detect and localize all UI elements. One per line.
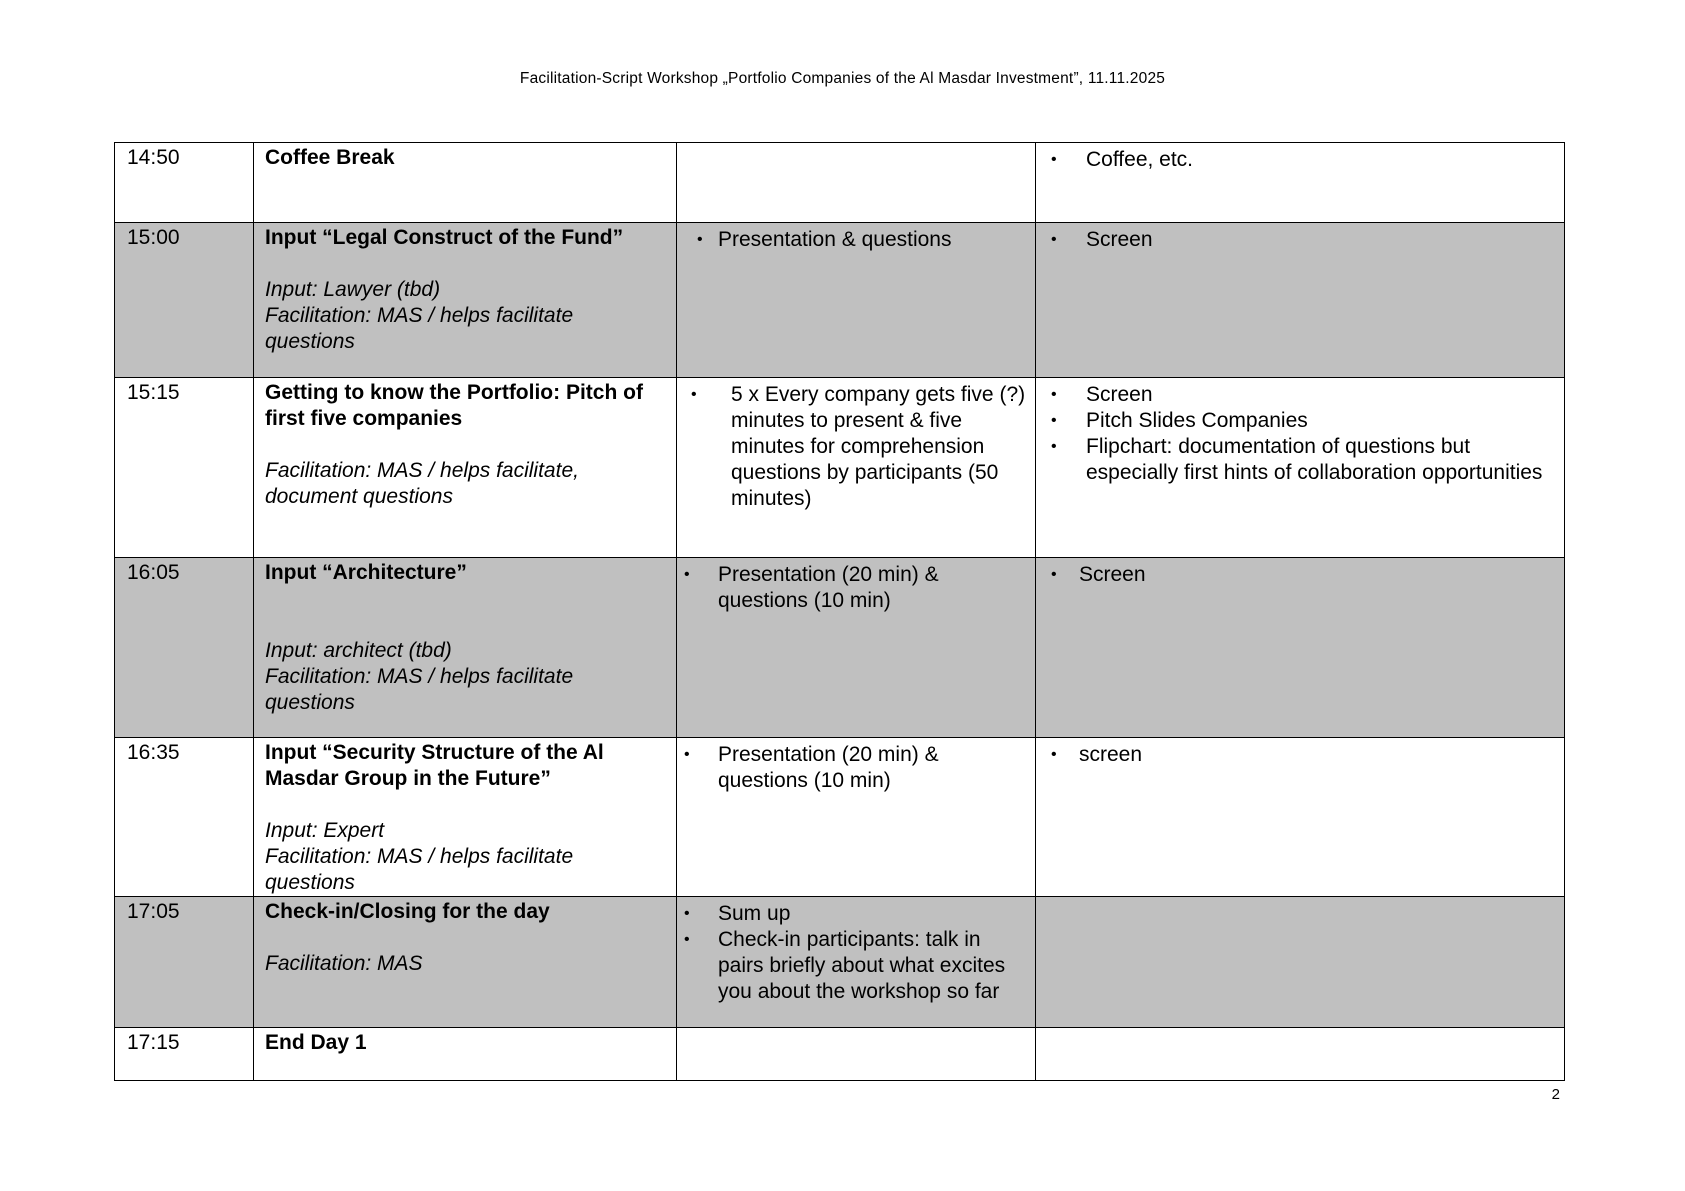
activity-title: Input “Architecture” [265, 561, 467, 584]
activity-cell [254, 378, 677, 558]
list-item: • Screen [1036, 382, 1556, 408]
activity-note: Facilitation: MAS / helps facilitate, document questions [265, 459, 579, 508]
table-row [115, 223, 1565, 378]
list-item: • Flipchart: documentation of questions but especially first hints of collaboration opportunities [1036, 434, 1556, 486]
time-label: 16:05 [127, 561, 180, 584]
method-list [677, 738, 1035, 794]
method-cell [677, 223, 1036, 378]
activity-title: Input “Legal Construct of the Fund” [265, 226, 624, 249]
activity-note: Input: architect (tbd) [265, 639, 452, 662]
materials-cell [1036, 378, 1565, 558]
activity-cell [254, 558, 677, 738]
list-item: • Coffee, etc. [1036, 147, 1556, 173]
materials-list [1036, 223, 1564, 253]
time-label: 16:35 [127, 741, 180, 764]
table-row [115, 738, 1565, 897]
method-cell [677, 378, 1036, 558]
time-label: 14:50 [127, 146, 180, 169]
materials-cell [1036, 143, 1565, 223]
list-item: • Presentation (20 min) & questions (10 min) [677, 742, 1027, 794]
materials-cell [1036, 558, 1565, 738]
method-cell [677, 897, 1036, 1028]
method-cell [677, 738, 1036, 897]
time-label: 15:15 [127, 381, 180, 404]
time-cell [115, 143, 254, 223]
materials-list [1036, 378, 1564, 486]
activity-cell [254, 223, 677, 378]
time-cell [115, 738, 254, 897]
list-item: • Presentation & questions [677, 227, 1027, 253]
table-row [115, 1028, 1565, 1081]
method-list [677, 223, 1035, 253]
time-label: 17:05 [127, 900, 180, 923]
list-item: • 5 x Every company gets five (?) minutes to present & five minutes for comprehension questions by participants (50 minutes) [677, 382, 1027, 512]
activity-note: Facilitation: MAS / helps facilitate questions [265, 665, 574, 714]
activity-title: Check-in/Closing for the day [265, 900, 550, 923]
page-header: Facilitation-Script Workshop „Portfolio Companies of the Al Masdar Investment”, 11.11.2025 [519, 70, 1166, 87]
list-item: • Screen [1036, 227, 1556, 253]
activity-cell [254, 738, 677, 897]
method-cell [677, 1028, 1036, 1081]
list-item: • Pitch Slides Companies [1036, 408, 1556, 434]
activity-title: End Day 1 [265, 1031, 367, 1054]
table-row [115, 558, 1565, 738]
time-cell [115, 558, 254, 738]
list-item: • screen [1036, 742, 1556, 768]
materials-list [1036, 738, 1564, 768]
activity-cell [254, 897, 677, 1028]
activity-note: Input: Lawyer (tbd) [265, 278, 441, 301]
materials-cell [1036, 223, 1565, 378]
materials-list [1036, 143, 1564, 173]
schedule-table [114, 142, 1565, 1081]
activity-note: Facilitation: MAS [265, 952, 423, 975]
time-cell [115, 378, 254, 558]
method-list [677, 897, 1035, 1005]
activity-cell [254, 1028, 677, 1081]
list-item: • Screen [1036, 562, 1556, 588]
time-label: 17:15 [127, 1031, 180, 1054]
activity-title: Coffee Break [265, 146, 395, 169]
method-list [677, 558, 1035, 614]
time-cell [115, 897, 254, 1028]
materials-cell [1036, 1028, 1565, 1081]
method-cell [677, 143, 1036, 223]
time-label: 15:00 [127, 226, 180, 249]
table-row [115, 897, 1565, 1028]
table-row [115, 378, 1565, 558]
table-row [115, 143, 1565, 223]
list-item: • Presentation (20 min) & questions (10 min) [677, 562, 1027, 614]
activity-note: Input: Expert [265, 819, 385, 842]
activity-title: Input “Security Structure of the Al Masdar Group in the Future” [265, 741, 604, 790]
list-item: • Check-in participants: talk in pairs briefly about what excites you about the workshop so far [677, 927, 1027, 1005]
materials-cell [1036, 897, 1565, 1028]
activity-title: Getting to know the Portfolio: Pitch of first five companies [265, 381, 643, 430]
time-cell [115, 223, 254, 378]
materials-cell [1036, 738, 1565, 897]
activity-cell [254, 143, 677, 223]
method-list [677, 378, 1035, 512]
materials-list [1036, 558, 1564, 588]
list-item: • Sum up [677, 901, 1027, 927]
time-cell [115, 1028, 254, 1081]
method-cell [677, 558, 1036, 738]
page-number: 2 [1551, 1086, 1560, 1103]
activity-note: Facilitation: MAS / helps facilitate questions [265, 845, 574, 894]
activity-note: Facilitation: MAS / helps facilitate questions [265, 304, 574, 353]
